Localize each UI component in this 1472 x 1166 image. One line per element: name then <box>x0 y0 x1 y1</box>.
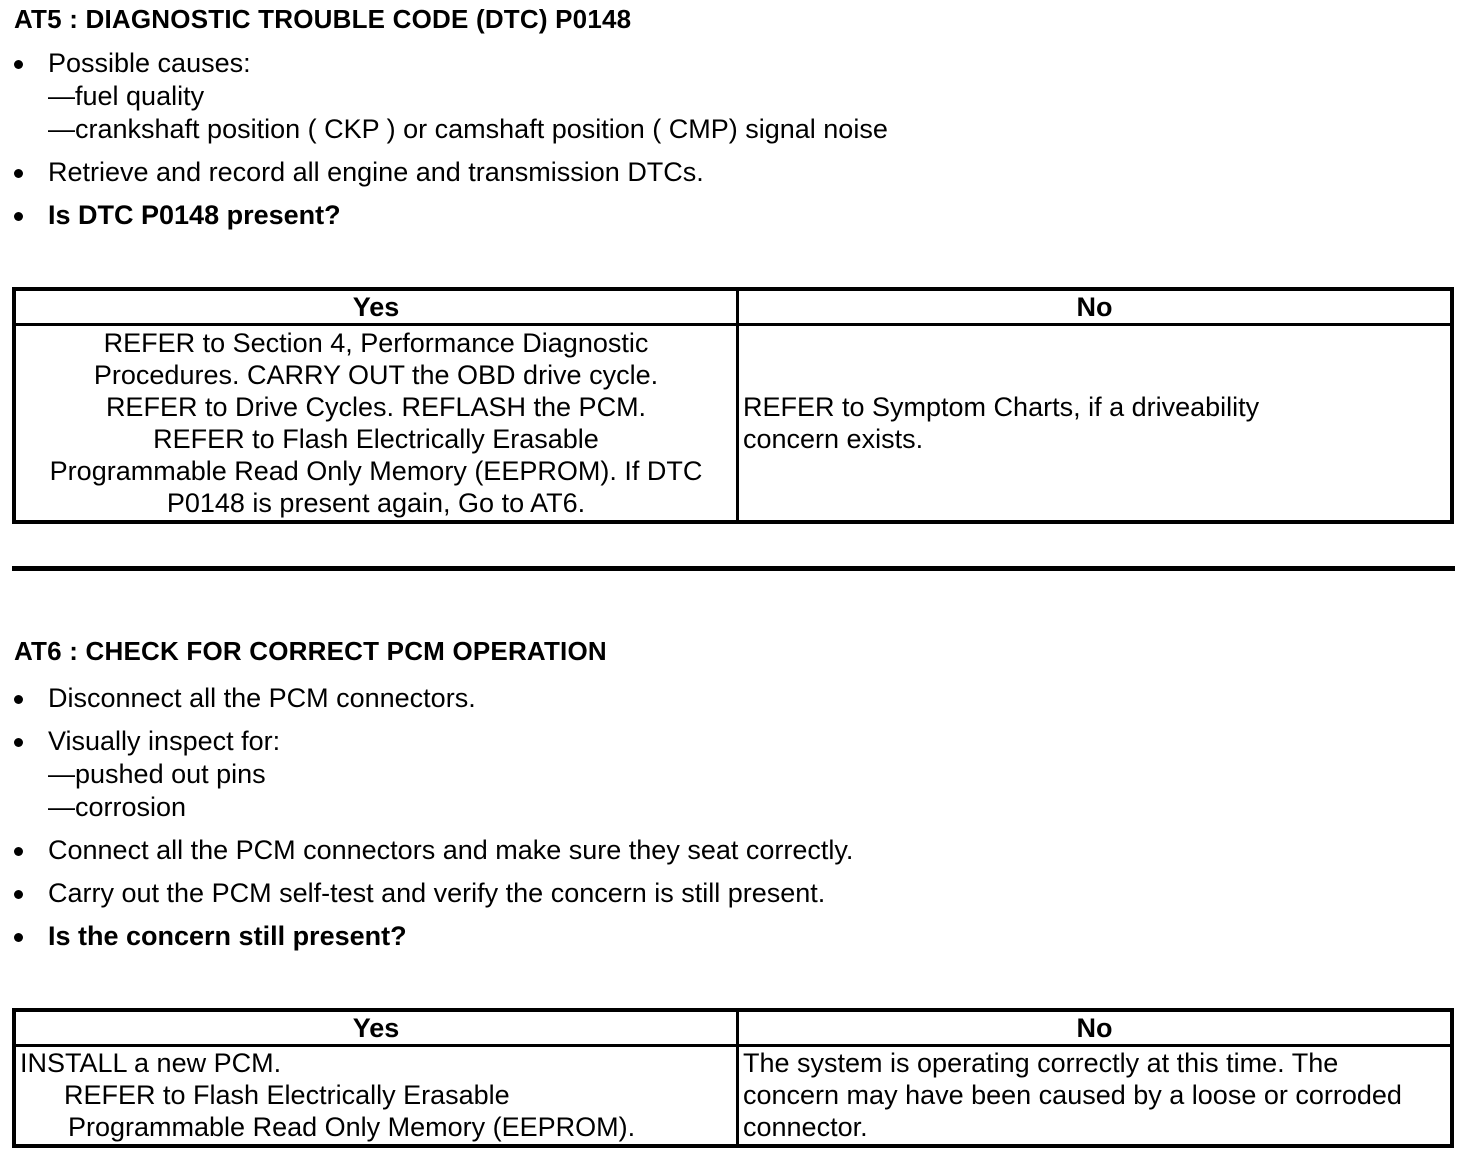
bullet-text: Disconnect all the PCM connectors. <box>48 683 476 713</box>
at5-bullet-retrieve-dtcs <box>14 156 888 189</box>
table-header-row <box>14 289 1452 325</box>
no-action-cell <box>738 1046 1453 1146</box>
bullet-dot-icon <box>14 738 23 747</box>
at5-result-table <box>12 287 1454 524</box>
table-header-row <box>14 1010 1452 1046</box>
bullet-dot-icon <box>14 695 23 704</box>
yes-action-cell <box>14 325 738 522</box>
at5-bullet-question <box>14 199 888 232</box>
cell-line: REFER to Flash Electrically Erasable <box>153 423 599 454</box>
cell-line: REFER to Symptom Charts, if a driveability <box>743 391 1260 422</box>
bullet-dot-icon <box>14 890 23 899</box>
at5-bullet-list <box>14 47 888 232</box>
cell-line: REFER to Drive Cycles. REFLASH the PCM. <box>105 391 647 422</box>
cell-line: connector. <box>743 1112 868 1143</box>
inspect-item: —pushed out pins <box>48 759 266 789</box>
bullet-text: Retrieve and record all engine and transmission DTCs. <box>48 157 704 187</box>
bullet-dot-icon <box>14 847 23 856</box>
table-row <box>14 325 1452 522</box>
cell-line: Procedures. CARRY OUT the OBD drive cycle. <box>93 359 659 390</box>
bullet-dot-icon <box>14 169 23 178</box>
cell-line: The system is operating correctly at this time. The <box>743 1048 1339 1079</box>
at5-bullet-possible-causes <box>14 47 888 146</box>
at6-heading: AT6 : CHECK FOR CORRECT PCM OPERATION <box>14 636 607 666</box>
at6-bullet-inspect <box>14 725 853 824</box>
bullet-text: Is DTC P0148 present? <box>48 200 341 230</box>
table-row <box>14 1046 1452 1146</box>
bullet-text: Possible causes: <box>48 48 251 78</box>
at6-bullet-question <box>14 920 853 953</box>
cell-line: INSTALL a new PCM. <box>20 1048 282 1079</box>
inspect-item: —corrosion <box>48 792 187 822</box>
cause-item: —crankshaft position ( CKP ) or camshaft position ( CMP) signal noise <box>48 114 888 144</box>
bullet-dot-icon <box>14 933 23 942</box>
at6-result-table <box>12 1008 1454 1148</box>
bullet-text: Is the concern still present? <box>48 921 407 951</box>
cell-line: concern exists. <box>743 423 924 454</box>
cell-line: REFER to Section 4, Performance Diagnostic <box>103 327 649 358</box>
bullet-text: Carry out the PCM self-test and verify the concern is still present. <box>48 878 826 908</box>
cell-line: P0148 is present again, Go to AT6. <box>166 487 586 518</box>
yes-column-header: Yes <box>14 1010 738 1046</box>
no-action-cell <box>738 325 1453 522</box>
bullet-text: Visually inspect for: <box>48 726 281 756</box>
cause-item: —fuel quality <box>48 81 205 111</box>
section-divider <box>12 566 1455 571</box>
bullet-text: Connect all the PCM connectors and make sure they seat correctly. <box>48 835 854 865</box>
at6-bullet-self-test <box>14 877 853 910</box>
cell-line: concern may have been caused by a loose or corroded <box>743 1080 1402 1111</box>
cell-line: Programmable Read Only Memory (EEPROM). <box>68 1112 636 1143</box>
bullet-dot-icon <box>14 212 23 221</box>
bullet-dot-icon <box>14 60 23 69</box>
yes-column-header: Yes <box>14 289 738 325</box>
yes-action-cell <box>14 1046 738 1146</box>
at6-bullet-disconnect <box>14 682 853 715</box>
cell-line: REFER to Flash Electrically Erasable <box>64 1080 510 1111</box>
no-column-header: No <box>738 1010 1453 1046</box>
no-column-header: No <box>738 289 1453 325</box>
at5-heading: AT5 : DIAGNOSTIC TROUBLE CODE (DTC) P0148 <box>14 4 632 34</box>
at6-bullet-connect <box>14 834 853 867</box>
cell-line: Programmable Read Only Memory (EEPROM). If DTC <box>49 455 703 486</box>
at6-bullet-list <box>14 682 853 953</box>
